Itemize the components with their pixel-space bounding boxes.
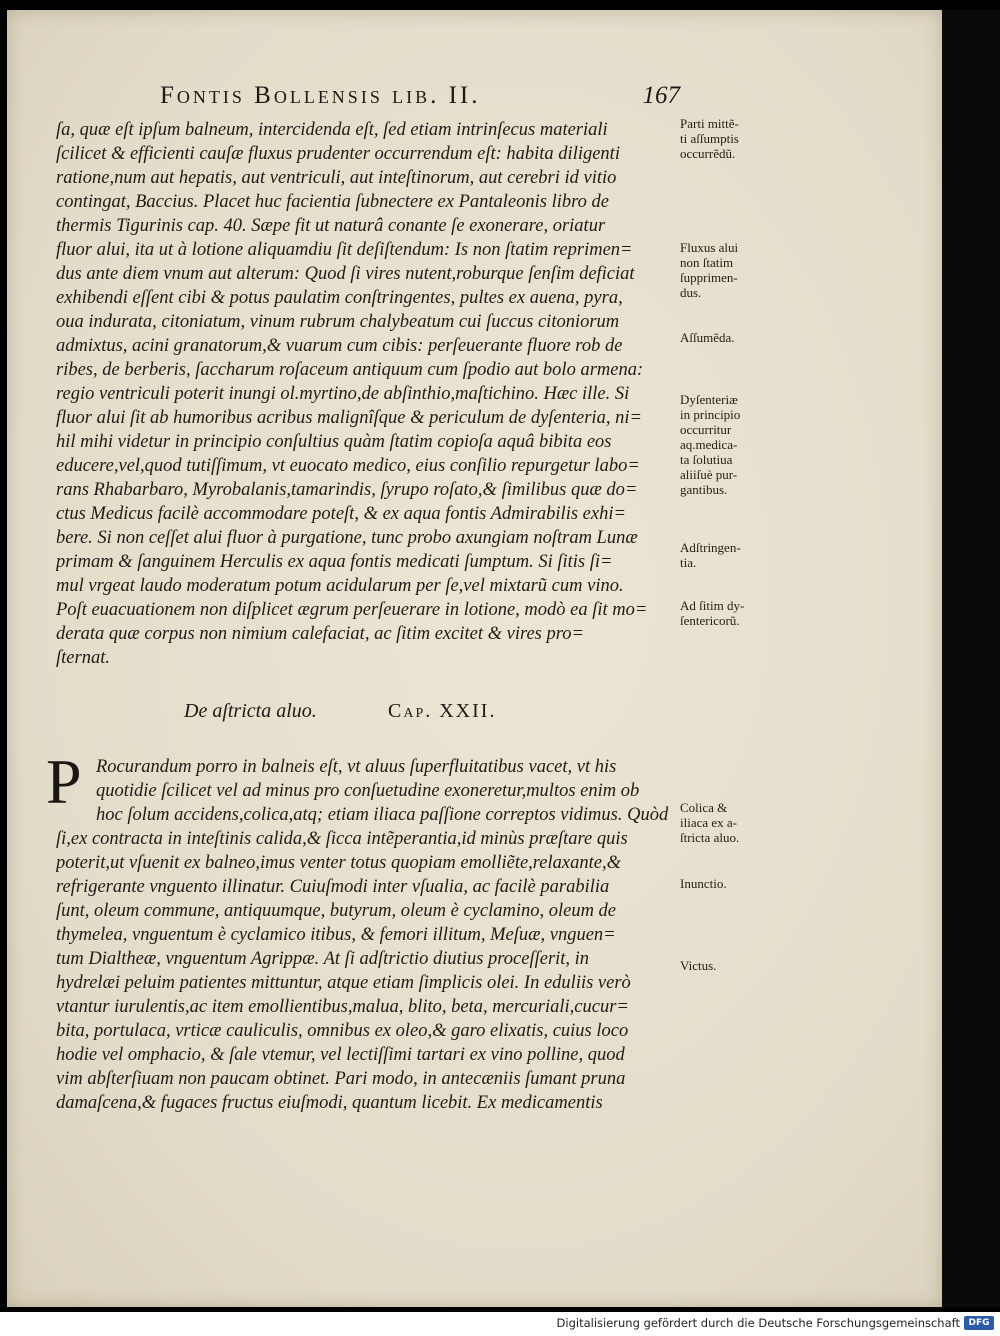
text-line: damaſcena,& fugaces fructus eiuſmodi, quantum licebit. Ex medicamentis [56,1093,603,1113]
text-line: ctus Medicus facilè accommodare poteſt, & ex aqua fontis Admirabilis exhi= [56,504,626,524]
text-line: dus ante diem vnum aut alterum: Quod ſi vires nutent,roburque ſenſim deficiat [56,264,635,284]
margin-note-line: occurritur [680,422,732,437]
text-line: poterit,ut vſuenit ex balneo,imus venter totus quopiam emolliẽte,relaxante,& [56,853,621,873]
text-line: ſternat. [56,648,110,668]
margin-note [680,598,772,628]
text-line: quotidie ſcilicet vel ad minus pro conſuetudine exoneretur,multos enim ob [96,781,640,801]
dfg-logo-icon[interactable]: DFG [964,1316,994,1330]
margin-note-line: Fluxus alui [680,240,739,255]
margin-note-line: ſtricta aluo. [680,830,740,845]
margin-note-line: ta ſolutiua [680,452,733,467]
margin-note-line: ti aſſumptis [680,131,739,146]
text-line: educere,vel,quod tutiſſimum, vt euocato medico, eius conſilio repurgetur labo= [56,456,640,476]
text-line: bita, portulaca, vrticæ cauliculis, omnibus ex oleo,& garo elixatis, cuius loco [56,1021,629,1041]
margin-note [680,876,772,891]
text-line: Rocurandum porro in balneis eſt, vt aluus ſuperfluitatibus vacet, vt his [96,757,617,777]
margin-note-line: Ad ſitim dy- [680,598,745,613]
text-line: ſcilicet & efficienti cauſæ fluxus prudenter occurrendum eſt: habita diligenti [56,144,620,164]
text-line: ribes, de berberis, ſaccharum roſaceum antiquum cum ſpodio aut bolo armena: [56,360,644,380]
text-line: admixtus, acini granatorum,& vuarum cum cibis: perſeuerante fluore rob de [56,336,623,356]
footer-bar [0,1312,1000,1336]
text-line: exhibendi eſſent cibi & potus paulatim conſtringentes, pultes ex auena, pyra, [56,288,623,308]
drop-capital: P [46,746,82,817]
text-line: ſi,ex contracta in inteſtinis calida,& ſicca intẽperantia,id minùs præſtare quis [56,829,628,849]
text-line: hodie vel omphacio, & ſale vtemur, vel lectiſſimi tartari ex vino polline, quod [56,1045,625,1065]
text-line: fluor alui, ita ut à lotione aliquamdiu ſit deſiſtendum: Is non ſtatim reprimen= [56,240,633,260]
margin-note-line: Parti mittẽ- [680,116,739,131]
text-line: thermis Tigurinis cap. 40. Sæpe fit ut naturâ conante ſe exonerare, oriatur [56,216,606,236]
margin-note [680,330,772,345]
text-line: Poſt euacuationem non diſplicet ægrum perſeuerare in lotione, modò ea ſit mo= [56,600,648,620]
footer-credit: Digitalisierung gefördert durch die Deutsche Forschungsgemeinschaft [556,1316,960,1330]
margin-note-line: iliaca ex a- [680,815,738,830]
text-line: refrigerante vnguento illinatur. Cuiuſmodi inter vſualia, ac facilè parabilia [56,877,610,897]
running-header [160,82,680,116]
text-block-chapter [56,755,680,1115]
margin-note-line: occurrẽdũ. [680,146,736,161]
text-line: hydrelæi peluim patientes mittuntur, atque etiam ſimplicis olei. In eduliis verò [56,973,631,993]
margin-note-line: non ſtatim [680,255,734,270]
margin-note-line: Dyſenteriæ [680,392,738,407]
margin-note-line: ſentericorũ. [680,613,740,628]
chapter-heading [184,700,604,732]
margin-note-line: aq.medica- [680,437,738,452]
margin-note [680,240,772,300]
margin-note [680,392,772,497]
margin-note [680,800,772,845]
margin-note-line: Aſſumẽda. [680,330,735,345]
margin-note [680,116,772,161]
text-line: ſa, quæ eſt ipſum balneum, intercidenda eſt, ſed etiam intrinſecus materiali [56,120,608,140]
chapter-number: Cap. XXII. [388,700,497,722]
page-number: 167 [642,82,680,109]
text-line: rans Rhabarbaro, Myrobalanis,tamarindis, ſyrupo roſato,& ſimilibus quæ do= [56,480,638,500]
margin-note-line: dus. [680,285,702,300]
text-line: bere. Si non ceſſet alui fluor à purgatione, tunc probo axungiam noſtram Lunæ [56,528,638,548]
text-line: primam & ſanguinem Herculis ex aqua fontis medicati ſumptum. Si ſitis ſi= [56,552,613,572]
margin-note-line: ſupprimen- [680,270,738,285]
text-line: mul vrgeat laudo moderatum potum acidularum per ſe,vel mixtarũ cum vino. [56,576,624,596]
text-line: fluor alui ſit ab humoribus acribus malignîſque & periculum de dyſenteria, ni= [56,408,642,428]
text-line: tum Dialtheæ, vnguentum Agrippæ. At ſi adſtrictio diutius proceſſerit, in [56,949,590,969]
margin-note-line: Adſtringen- [680,540,741,555]
margin-note [680,958,772,973]
margin-note-line: tia. [680,555,697,570]
margin-note-line: gantibus. [680,482,728,497]
text-line: vtantur iurulentis,ac item emollientibus,malua, blito, beta, mercuriali,cucur= [56,997,629,1017]
text-line: thymelea, vnguentum è cyclamico itibus, & femori illitum, Meſuæ, vnguen= [56,925,616,945]
margin-note-line: Inunctio. [680,876,727,891]
running-title: Fontis Bollensis lib. II. [160,82,481,109]
text-line: ratione,num aut hepatis, aut ventriculi, aut inteſtinorum, aut cerebri id vitio [56,168,617,188]
text-line: hoc ſolum accidens,colica,atq; etiam iliaca paſſione correptos vidimus. Quòd [96,805,669,825]
text-block-continuation [56,118,680,670]
page-gutter [942,10,1000,1307]
margin-note-line: Victus. [680,958,717,973]
text-line: contingat, Baccius. Placet huc facientia ſubnectere ex Pantaleonis libro de [56,192,609,212]
chapter-title: De aſtricta aluo. [184,700,317,722]
text-line: hil mihi videtur in principio conſultius quàm ſtatim copioſa aquâ bibita eos [56,432,612,452]
margin-note-line: Colica & [680,800,728,815]
text-line: oua indurata, citoniatum, vinum rubrum chalybeatum cui ſuccus citoniorum [56,312,620,332]
margin-note-line: aliiſuè pur- [680,467,738,482]
text-line: vim abſterſiuam non paucam obtinet. Pari modo, in antecæniis ſumant pruna [56,1069,626,1089]
text-line: regio ventriculi poterit inungi ol.myrtino,de abſinthio,maſtichino. Hæc ille. Si [56,384,630,404]
text-line: derata quæ corpus non nimium calefaciat, ac ſitim excitet & vires pro= [56,624,584,644]
margin-note [680,540,772,570]
text-line: ſunt, oleum commune, antiquumque, butyrum, oleum è cyclamino, oleum de [56,901,617,921]
margin-note-line: in principio [680,407,741,422]
